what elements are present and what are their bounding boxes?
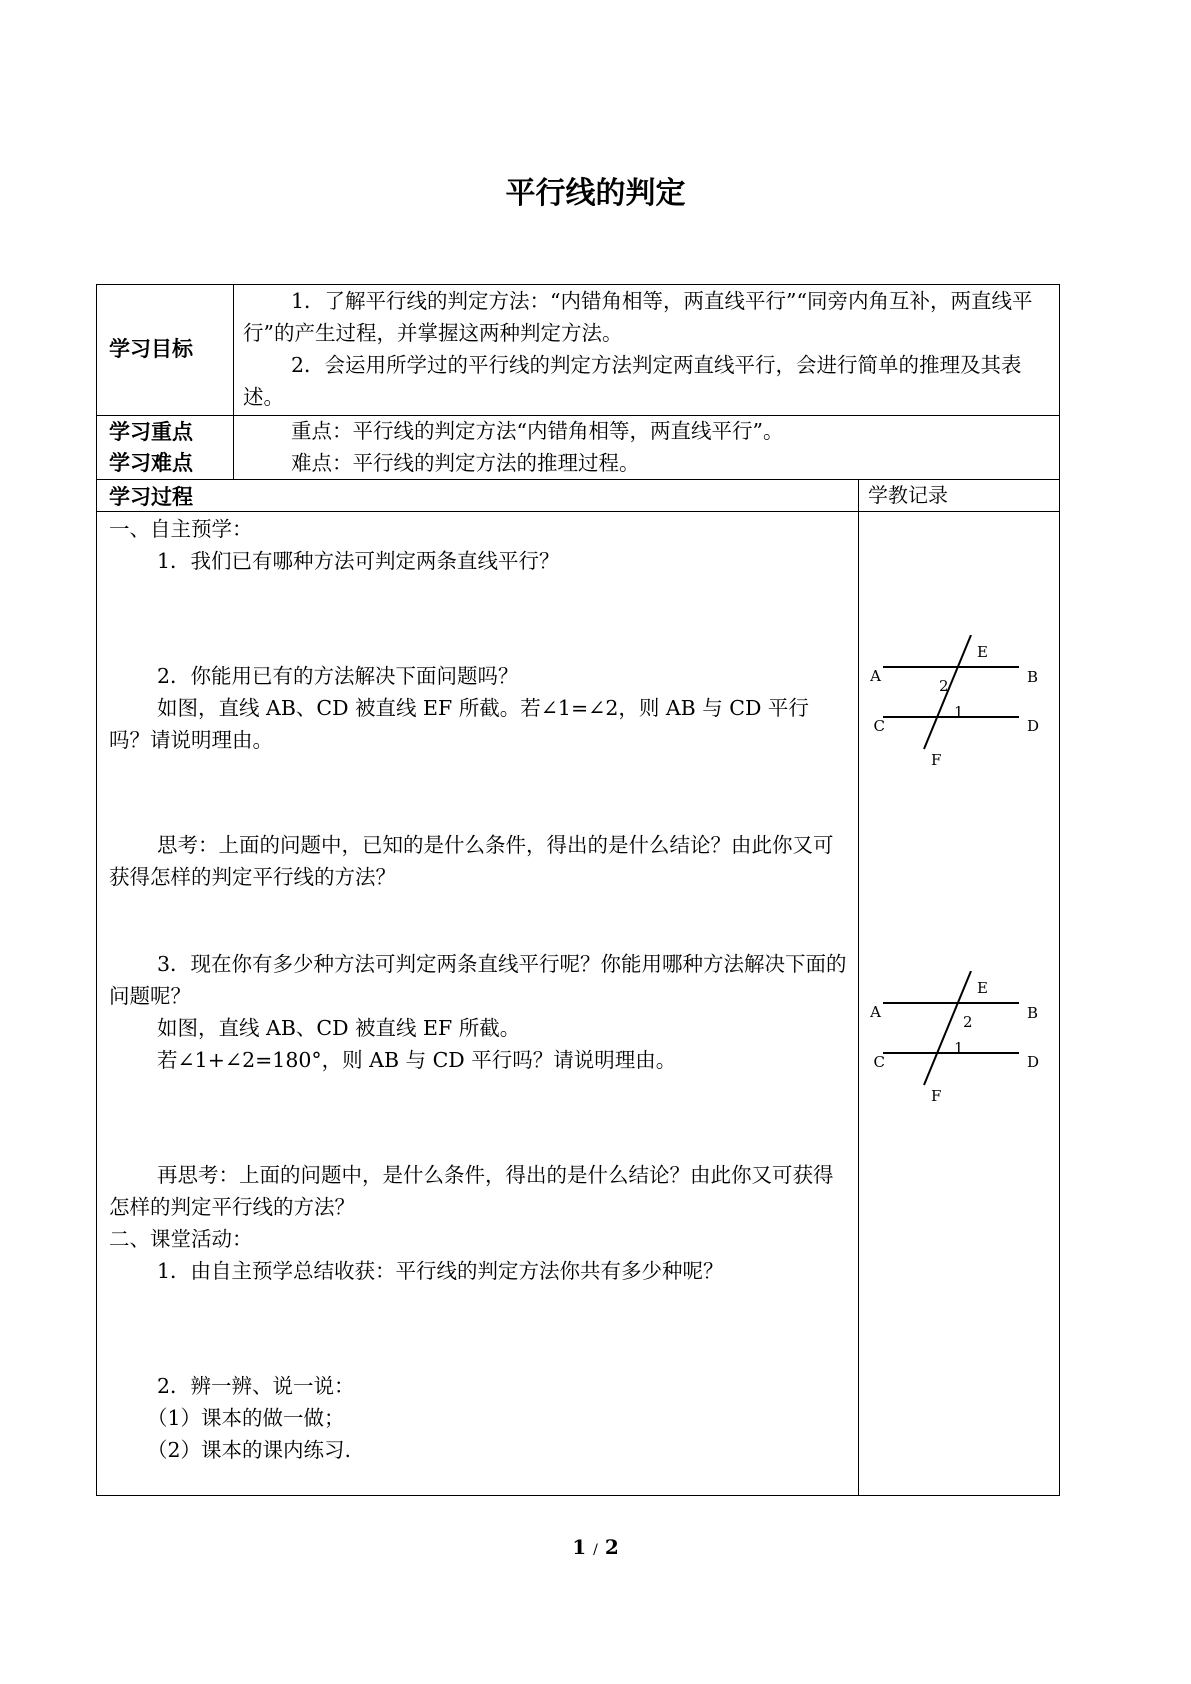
label-e: E — [977, 979, 988, 997]
activity-2-item: （1）课本的做一做； — [147, 1406, 345, 1430]
label-c: C — [873, 1053, 885, 1071]
table-divider — [233, 285, 234, 415]
difficulty-text: 难点：平行线的判定方法的推理过程。 — [291, 451, 640, 475]
label-b: B — [1027, 1004, 1039, 1022]
key-labels — [109, 417, 193, 479]
figure-1 — [863, 635, 1053, 785]
goal-item: 2．会运用所学过的平行线的判定方法判定两直线平行，会进行简单的推理及其表述。 — [243, 353, 1022, 409]
label-a: A — [870, 667, 881, 685]
focus-text: 重点：平行线的判定方法“内错角相等，两直线平行”。 — [291, 419, 784, 443]
question-2: 2．你能用已有的方法解决下面问题吗？ — [157, 664, 519, 688]
question-3-line1: 如图，直线 AB、CD 被直线 EF 所截。 — [157, 1016, 521, 1040]
label-b: B — [1027, 668, 1039, 686]
activity-2-item: （2）课本的课内练习. — [147, 1438, 352, 1462]
label-d: D — [1027, 717, 1040, 735]
page-total: 2 — [604, 1535, 619, 1559]
lesson-table — [96, 284, 1060, 1496]
label-d: D — [1027, 1053, 1040, 1071]
key-content — [243, 415, 1049, 479]
question-3-line2: 若∠1+∠2=180°，则 AB 与 CD 平行吗？请说明理由。 — [157, 1048, 677, 1072]
goals-content — [243, 285, 1049, 413]
label-e: E — [977, 643, 988, 661]
label-angle-2: 2 — [963, 1013, 973, 1031]
page-separator: / — [593, 1542, 598, 1558]
question-2-detail: 如图，直线 AB、CD 被直线 EF 所截。若∠1=∠2，则 AB 与 CD 平行吗？请说明理由。 — [109, 696, 809, 752]
figure-2 — [863, 971, 1053, 1121]
table-divider — [97, 511, 1059, 512]
think-1: 思考：上面的问题中，已知的是什么条件，得出的是什么结论？由此你又可获得怎样的判定平行线的方法？ — [109, 833, 834, 889]
goals-label: 学习目标 — [109, 337, 193, 361]
page-number — [0, 1535, 1191, 1559]
difficulty-label: 学习难点 — [109, 451, 193, 475]
question-3: 3．现在你有多少种方法可判定两条直线平行呢？你能用哪种方法解决下面的问题呢？ — [109, 952, 847, 1008]
label-f: F — [931, 751, 942, 769]
record-header: 学教记录 — [868, 483, 948, 507]
table-divider — [233, 415, 234, 479]
process-header: 学习过程 — [109, 485, 193, 509]
focus-label: 学习重点 — [109, 420, 193, 444]
label-f: F — [931, 1087, 942, 1105]
label-angle-1: 1 — [954, 1039, 964, 1057]
label-angle-1: 1 — [954, 703, 964, 721]
label-a: A — [870, 1003, 881, 1021]
question-1: 1．我们已有哪种方法可判定两条直线平行？ — [157, 549, 560, 573]
label-c: C — [873, 717, 885, 735]
section-title: 一、自主预学： — [109, 517, 253, 541]
section-title: 二、课堂活动： — [109, 1227, 253, 1251]
page-title: 平行线的判定 — [505, 176, 686, 211]
think-2: 再思考：上面的问题中，是什么条件，得出的是什么结论？由此你又可获得怎样的判定平行线的方法？ — [109, 1163, 834, 1219]
activity-2: 2．辨一辨、说一说： — [157, 1374, 355, 1398]
goal-item: 1．了解平行线的判定方法：“内错角相等，两直线平行”“同旁内角互补，两直线平行”的产生过程，并掌握这两种判定方法。 — [243, 289, 1033, 345]
activity-1: 1．由自主预学总结收获：平行线的判定方法你共有多少种呢？ — [157, 1259, 724, 1283]
page-current: 1 — [572, 1535, 587, 1559]
table-divider — [858, 479, 859, 1495]
label-angle-2: 2 — [939, 677, 949, 695]
